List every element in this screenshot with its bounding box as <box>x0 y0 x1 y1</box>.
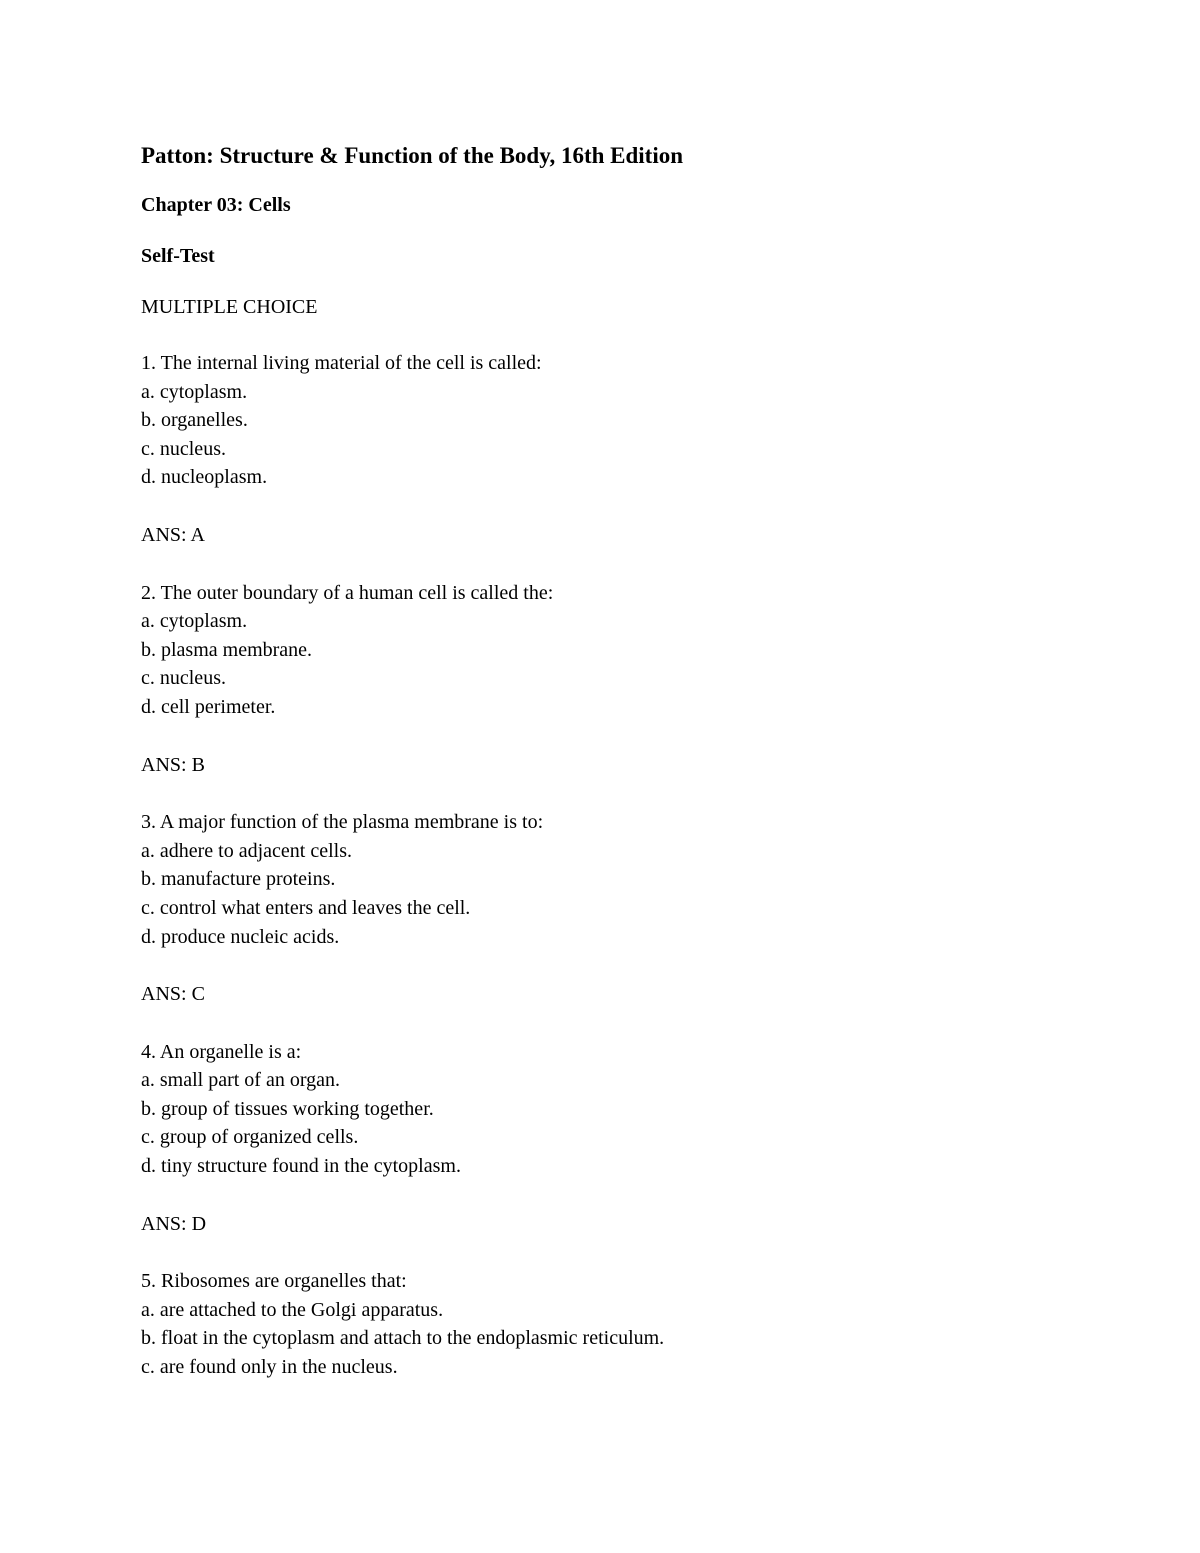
option-a: a. small part of an organ. <box>141 1069 341 1092</box>
document-page <box>141 138 1121 1382</box>
option-d: d. tiny structure found in the cytoplasm. <box>141 1155 461 1178</box>
question-stem: 4. An organelle is a: <box>141 1040 302 1063</box>
option-b: b. organelles. <box>141 409 248 432</box>
option-c: c. nucleus. <box>141 437 226 460</box>
self-test-heading: Self-Test <box>141 245 215 267</box>
question-stem: 1. The internal living material of the cell is called: <box>141 352 542 374</box>
question-3 <box>141 808 1121 951</box>
answer-4: ANS: D <box>141 1212 207 1235</box>
option-b: b. group of tissues working together. <box>141 1097 434 1120</box>
question-stem: 5. Ribosomes are organelles that: <box>141 1270 407 1293</box>
question-5 <box>141 1267 1121 1381</box>
option-b: b. plasma membrane. <box>141 638 313 661</box>
answer-1: ANS: A <box>141 523 205 546</box>
question-stem: 3. A major function of the plasma membrane is to: <box>141 811 544 834</box>
question-1 <box>141 349 1121 492</box>
book-title: Patton: Structure & Function of the Body, 16th Edition <box>141 143 684 168</box>
chapter-heading: Chapter 03: Cells <box>141 194 291 216</box>
question-2 <box>141 579 1121 722</box>
option-a: a. cytoplasm. <box>141 610 248 633</box>
answer-3: ANS: C <box>141 983 205 1006</box>
question-stem: 2. The outer boundary of a human cell is called the: <box>141 581 554 604</box>
option-c: c. control what enters and leaves the cell. <box>141 896 471 919</box>
option-a: a. cytoplasm. <box>141 380 248 403</box>
option-b: b. float in the cytoplasm and attach to the endoplasmic reticulum. <box>141 1327 665 1350</box>
option-d: d. produce nucleic acids. <box>141 925 340 948</box>
option-a: a. adhere to adjacent cells. <box>141 839 352 862</box>
option-d: d. cell perimeter. <box>141 695 276 718</box>
section-heading: MULTIPLE CHOICE <box>141 296 318 318</box>
answer-2: ANS: B <box>141 753 205 776</box>
option-d: d. nucleoplasm. <box>141 466 268 489</box>
option-c: c. are found only in the nucleus. <box>141 1356 398 1379</box>
option-c: c. nucleus. <box>141 667 226 690</box>
option-b: b. manufacture proteins. <box>141 868 336 891</box>
question-4 <box>141 1038 1121 1181</box>
option-a: a. are attached to the Golgi apparatus. <box>141 1298 444 1321</box>
option-c: c. group of organized cells. <box>141 1126 359 1149</box>
